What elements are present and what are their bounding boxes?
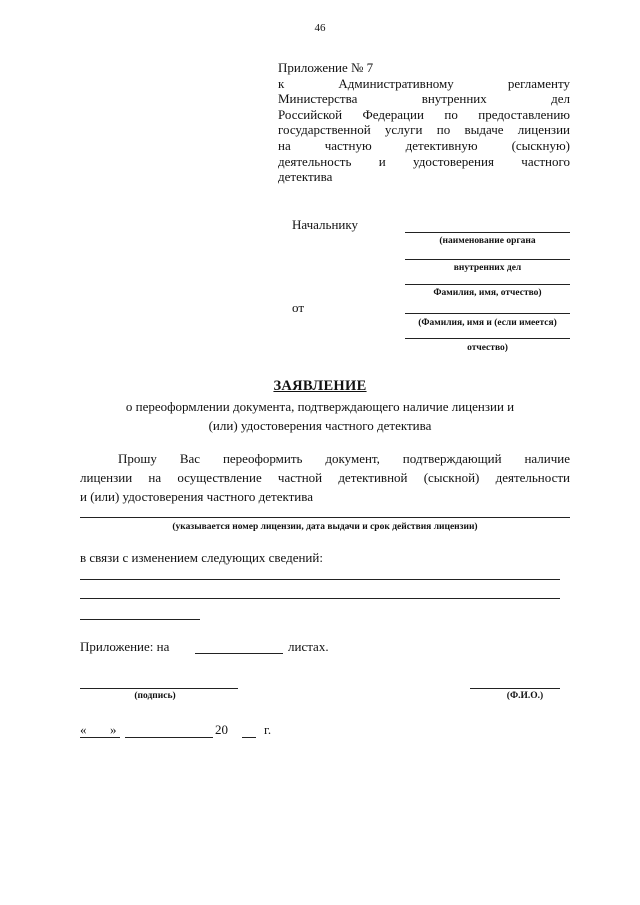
addressee-internal-line[interactable] [405,259,570,260]
caption-from-name: (Фамилия, имя и (если имеется) [418,318,557,328]
addressee-organ-line[interactable] [405,232,570,233]
caption-fio: Фамилия, имя, отчество) [433,288,542,298]
body-line: Прошу Вас переоформить документ, подтверждающий наличие [118,451,570,466]
date-year-line[interactable] [242,737,256,738]
annex-line: детектива [278,169,333,185]
date-month-line[interactable] [125,737,213,738]
applicant-name-line[interactable] [405,313,570,314]
signature-line[interactable] [80,688,238,689]
caption-organ: (наименование органа [439,236,536,246]
changes-line-1[interactable] [80,579,560,580]
attachment-sheets-line[interactable] [195,653,283,654]
caption-from-patronymic: отчество) [467,343,508,353]
fio-caption: (Ф.И.О.) [506,691,544,701]
annex-line: Министерства внутренних дел [278,91,570,107]
changes-label: в связи с изменением следующих сведений: [80,550,323,565]
attachment-suffix: листах. [288,639,329,654]
date-year-suffix: г. [264,722,272,737]
request-paragraph [80,449,570,506]
page-number: 46 [314,22,326,34]
date-close-quote: » [110,722,117,737]
annex-line: Российской Федерации по предоставлению [278,106,570,122]
date-open-quote: « [80,722,87,737]
to-label: Начальнику [292,217,359,232]
subtitle-line: (или) удостоверения частного детектива [208,418,432,433]
license-caption: (указывается номер лицензии, дата выдачи и срок действия лицензии) [172,522,478,532]
body-line: и (или) удостоверения частного детектива [80,489,313,504]
signature-caption: (подпись) [134,691,176,701]
addressee-fio-line[interactable] [405,284,570,285]
fio-line[interactable] [470,688,560,689]
subtitle-line: о переоформлении документа, подтверждающего наличие лицензии и [125,399,515,414]
from-label: от [292,300,305,315]
attachment-prefix: Приложение: на [80,639,170,654]
annex-block [278,60,570,185]
annex-line: деятельность и удостоверения частного [278,153,570,169]
applicant-patronymic-line[interactable] [405,338,570,339]
caption-internal: внутренних дел [453,263,522,273]
body-line: лицензии на осуществление частной детективной (сыскной) деятельности [80,470,570,485]
document-subtitle [60,397,580,435]
annex-line: к Административному регламенту [278,75,570,91]
date-year-prefix: 20 [215,722,228,737]
changes-line-2[interactable] [80,598,560,599]
document-title: ЗАЯВЛЕНИЕ [273,378,367,394]
annex-line: Приложение № 7 [278,60,374,75]
annex-line: государственной услуги по выдаче лицензии [278,122,570,138]
changes-line-3[interactable] [80,619,200,620]
license-details-line[interactable] [80,517,570,518]
annex-line: на частную детективную (сыскную) [278,137,570,153]
